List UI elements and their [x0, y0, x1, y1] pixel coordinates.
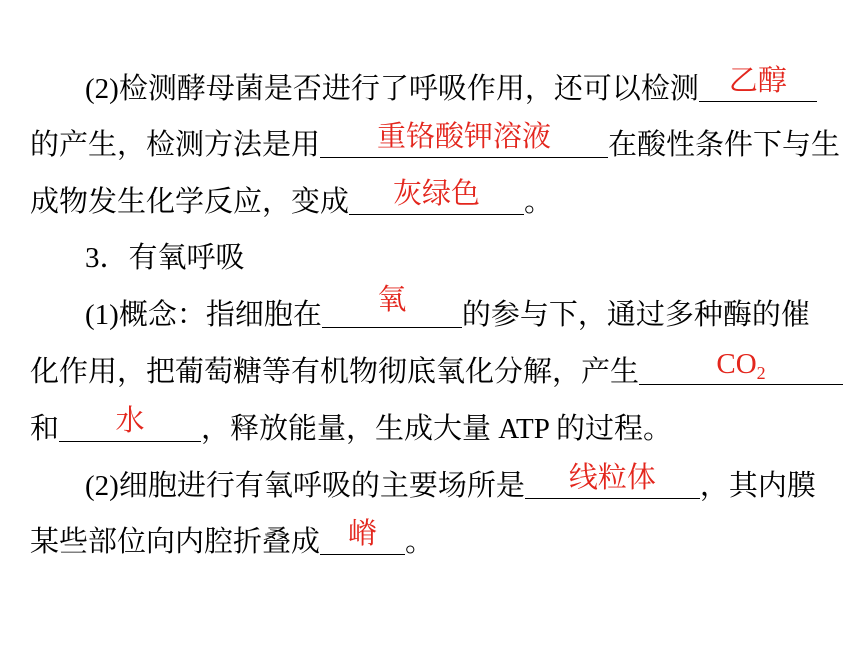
text-segment: ，释放能量，生成大量 ATP 的过程。	[201, 413, 673, 445]
answer-carbon-dioxide	[639, 348, 843, 383]
answer-gray-green: 灰绿色	[393, 178, 481, 210]
answer-mitochondria: 线粒体	[568, 462, 656, 494]
line-color-change	[30, 178, 554, 222]
line-concept	[85, 284, 810, 335]
fill-blank	[320, 518, 405, 555]
fill-blank	[639, 348, 843, 385]
text-segment: 的产生，检测方法是用	[30, 129, 321, 161]
line-main-site	[85, 462, 816, 506]
text-segment: (2)细胞进行有氧呼吸的主要场所是	[85, 470, 525, 502]
answer-oxygen: 氧	[377, 284, 407, 316]
answer-ethanol: 乙醇	[728, 65, 787, 97]
answer-co-text: CO	[716, 348, 757, 380]
line-inner-membrane	[30, 518, 435, 562]
answer-water: 水	[115, 405, 145, 437]
fill-blank	[59, 405, 201, 442]
line-energy-release	[30, 405, 673, 449]
section-heading: 3．有氧呼吸	[85, 242, 245, 274]
answer-subscript: 2	[756, 363, 766, 383]
text-segment: (1)概念：指细胞在	[85, 299, 322, 331]
text-segment: 和	[30, 413, 60, 445]
text-segment: 的参与下，通过多种酶的催	[461, 299, 810, 331]
line-detection-method	[30, 121, 841, 165]
text-segment: 成物发生化学反应，变成	[30, 186, 350, 218]
line-products	[30, 348, 843, 392]
answer-cristae: 嵴	[348, 518, 378, 550]
line-ethanol-detection	[85, 65, 817, 109]
answer-potassium-dichromate: 重铬酸钾溶液	[377, 121, 552, 153]
text-segment: 。	[524, 186, 554, 218]
fill-blank	[320, 121, 608, 158]
fill-blank	[322, 284, 462, 328]
text-segment: 。	[405, 526, 435, 558]
text-segment: (2)检测酵母菌是否进行了呼吸作用，还可以检测	[85, 73, 699, 105]
fill-blank	[349, 178, 524, 215]
text-segment: 化作用，把葡萄糖等有机物彻底氧化分解，产生	[30, 356, 640, 388]
fill-blank	[699, 65, 817, 102]
text-segment: 在酸性条件下与生	[608, 129, 841, 161]
text-segment: 某些部位向内腔折叠成	[30, 526, 321, 558]
section-heading-aerobic-respiration	[85, 238, 245, 278]
fill-blank	[525, 462, 700, 499]
text-segment: ，其内膜	[699, 470, 816, 502]
